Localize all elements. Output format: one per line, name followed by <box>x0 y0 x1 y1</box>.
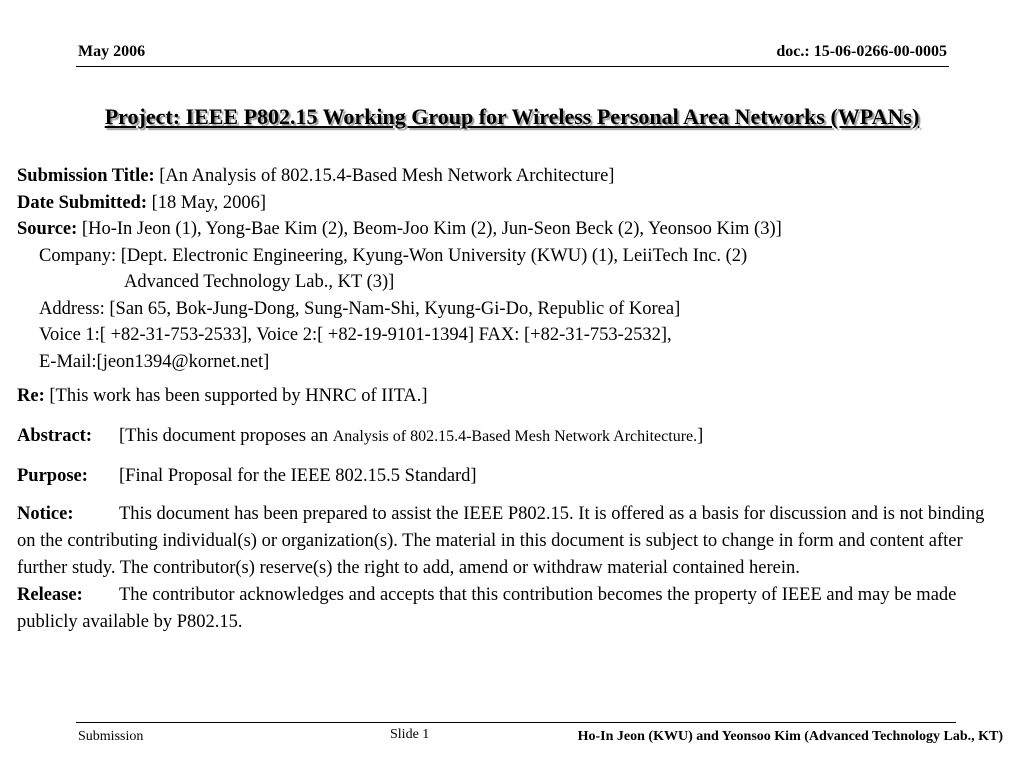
abstract-value-title: Analysis of 802.15.4-Based Mesh Network Architecture. <box>332 427 698 445</box>
slide-number: Slide 1 <box>390 727 430 742</box>
abstract-line <box>17 423 1007 451</box>
re-value: [This work has been supported by HNRC of IITA.] <box>44 386 428 406</box>
header-date: May 2006 <box>78 43 146 60</box>
purpose-line <box>17 463 1007 490</box>
footer-submission: Submission <box>78 729 144 744</box>
release-paragraph <box>17 582 1007 636</box>
voice-line: Voice 1:[ +82-31-753-2533], Voice 2:[ +82-19-9101-1394] FAX: [+82-31-753-2532], <box>39 325 672 345</box>
re-line <box>17 383 1007 410</box>
release-text: The contributor acknowledges and accepts that this contribution becomes the property of IEEE and may be made publicly available by P802.15. <box>17 585 957 633</box>
footer-authors: Ho-In Jeon (KWU) and Yeonsoo Kim (Advanced Technology Lab., KT) <box>577 729 1003 744</box>
purpose-label: Purpose: <box>17 466 88 486</box>
abstract-value-end: ] <box>697 425 704 446</box>
submission-body <box>17 163 1007 637</box>
address-line: Address: [San 65, Bok-Jung-Dong, Sung-Nam-Shi, Kyung-Gi-Do, Republic of Korea] <box>39 298 681 319</box>
date-submitted-label: Date Submitted: <box>17 192 148 213</box>
submission-title-label: Submission Title: <box>17 166 155 186</box>
header-divider <box>76 66 949 67</box>
abstract-label: Abstract: <box>17 425 93 446</box>
re-label: Re: <box>17 386 45 406</box>
submission-title-line <box>17 163 1007 190</box>
company-line-continued: Advanced Technology Lab., KT (3)] <box>124 272 395 292</box>
source-value: [Ho-In Jeon (1), Yong-Bae Kim (2), Beom-Joo Kim (2), Jun-Seon Beck (2), Yeonsoo Kim (3)] <box>77 219 782 239</box>
header-doc-id: doc.: 15-06-0266-00-0005 <box>776 43 947 60</box>
release-label: Release: <box>17 585 83 606</box>
project-title: Project: IEEE P802.15 Working Group for Wireless Personal Area Networks (WPANs) <box>104 104 920 129</box>
purpose-value: [Final Proposal for the IEEE 802.15.5 Standard] <box>119 466 477 486</box>
abstract-value-start: [This document proposes an <box>119 425 333 446</box>
date-submitted-line <box>17 190 1007 217</box>
notice-paragraph <box>17 501 1007 583</box>
company-line: Company: [Dept. Electronic Engineering, Kyung-Won University (KWU) (1), LeiiTech Inc. (2) <box>39 245 748 266</box>
notice-text: This document has been prepared to assist the IEEE P802.15. It is offered as a basis for discussion and is not binding on the contributing individual(s) or organization(s). The material in this document is subject to change in form and content after further study. The contributor(s) reserve(s) the right to add, amend or withdraw material contained herein. <box>17 503 985 578</box>
submission-title-value: [An Analysis of 802.15.4-Based Mesh Network Architecture] <box>154 166 615 186</box>
email-line: E-Mail:[jeon1394@kornet.net] <box>39 351 270 372</box>
footer-divider <box>76 722 956 723</box>
source-label: Source: <box>17 219 78 239</box>
date-submitted-value: [18 May, 2006] <box>147 192 267 213</box>
source-line <box>17 216 1007 243</box>
notice-label: Notice: <box>17 503 74 524</box>
